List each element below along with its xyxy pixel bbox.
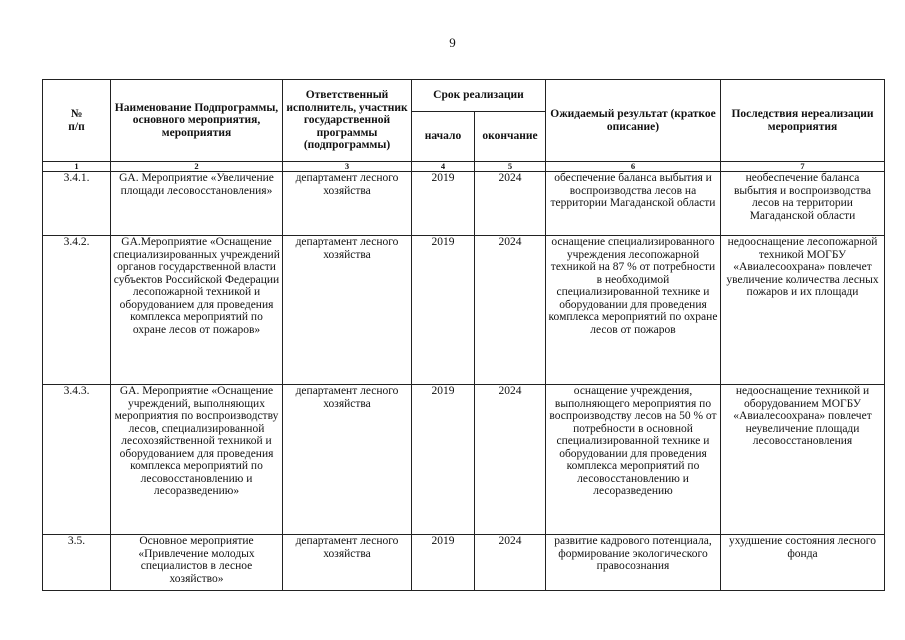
row-executor: департамент лесного хозяйства: [283, 385, 412, 535]
table-row: [43, 236, 885, 385]
header-number: № п/п: [43, 80, 111, 162]
header-term: Срок реализации: [412, 80, 546, 112]
header-start: начало: [412, 112, 475, 162]
table-row: [43, 535, 885, 591]
row-result: обеспечение баланса выбытия и воспроизводства лесов на территории Магаданской области: [546, 172, 721, 236]
page-number: 9: [449, 35, 456, 50]
row-result: оснащение специализированного учреждения лесопожарной техникой на 87 % от потребности в необходимой специализированной технике и оборудовании для проведения комплекса мероприятий по охране лесов от пожаров: [546, 236, 721, 385]
row-end: 2024: [475, 535, 546, 591]
row-end: 2024: [475, 236, 546, 385]
row-name: GA.Мероприятие «Оснащение специализированных учреждений органов государственной власти субъектов Российской Федерации лесопожарной техникой и оборудованием для проведения комплекса мероприятий по охране лесов от пожаров»: [111, 236, 283, 385]
row-name: GA. Мероприятие «Увеличение площади лесовосстановления»: [111, 172, 283, 236]
column-number: 1: [43, 162, 111, 172]
table-row: [43, 172, 885, 236]
row-end: 2024: [475, 385, 546, 535]
row-start: 2019: [412, 385, 475, 535]
row-consequences: недооснащение техникой и оборудованием МОГБУ «Авиалесоохрана» повлечет неувеличение площади лесовосстановления: [721, 385, 885, 535]
row-result: оснащение учреждения, выполняющего мероприятия по воспроизводству лесов на 50 % от потребности в основной специализированной технике и оборудовании для проведения комплекса мероприятий по лесовосстановлению и лесоразведению: [546, 385, 721, 535]
program-measures-table: [42, 79, 885, 591]
row-consequences: необеспечение баланса выбытия и воспроизводства лесов на территории Магаданской области: [721, 172, 885, 236]
row-start: 2019: [412, 535, 475, 591]
column-number: 7: [721, 162, 885, 172]
row-number: 3.4.1.: [43, 172, 111, 236]
table-row: [43, 385, 885, 535]
column-number-row: [43, 162, 885, 172]
column-number: 5: [475, 162, 546, 172]
row-number: 3.5.: [43, 535, 111, 591]
header-end: окончание: [475, 112, 546, 162]
column-number: 4: [412, 162, 475, 172]
row-name: GA. Мероприятие «Оснащение учреждений, выполняющих мероприятия по воспроизводству лесов, специализированной лесохозяйственной техникой и оборудованием для проведения комплекса мероприятий по лесовосстановлению и лесоразведению»: [111, 385, 283, 535]
row-number: 3.4.3.: [43, 385, 111, 535]
header-executor: Ответственный исполнитель, участник государственной программы (подпрограммы): [283, 80, 412, 162]
row-consequences: ухудшение состояния лесного фонда: [721, 535, 885, 591]
header-name: Наименование Подпрограммы, основного мероприятия, мероприятия: [111, 80, 283, 162]
row-end: 2024: [475, 172, 546, 236]
row-number: 3.4.2.: [43, 236, 111, 385]
row-name: Основное мероприятие «Привлечение молодых специалистов в лесное хозяйство»: [111, 535, 283, 591]
column-number: 6: [546, 162, 721, 172]
row-result: развитие кадрового потенциала, формирование экологического правосознания: [546, 535, 721, 591]
row-consequences: недооснащение лесопожарной техникой МОГБУ «Авиалесоохрана» повлечет увеличение количества лесных пожаров и их площади: [721, 236, 885, 385]
row-start: 2019: [412, 172, 475, 236]
column-number: 3: [283, 162, 412, 172]
row-start: 2019: [412, 236, 475, 385]
header-consequences: Последствия нереализации мероприятия: [721, 80, 885, 162]
row-executor: департамент лесного хозяйства: [283, 172, 412, 236]
header-result: Ожидаемый результат (краткое описание): [546, 80, 721, 162]
row-executor: департамент лесного хозяйства: [283, 236, 412, 385]
column-number: 2: [111, 162, 283, 172]
row-executor: департамент лесного хозяйства: [283, 535, 412, 591]
